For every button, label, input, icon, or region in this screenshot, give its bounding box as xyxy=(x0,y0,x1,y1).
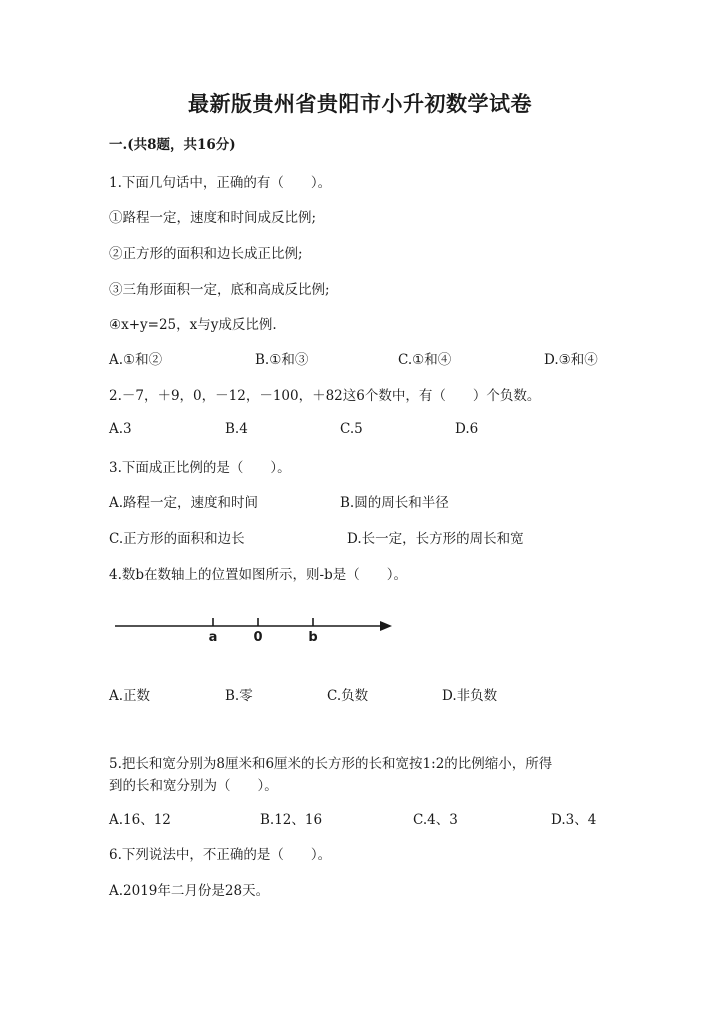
q4-option-d[interactable]: D.非负数 xyxy=(442,688,498,704)
q4-option-c[interactable]: C.负数 xyxy=(327,688,369,704)
page-title: 最新版贵州省贵阳市小升初数学试卷 xyxy=(188,91,532,116)
q4-stem: 4.数b在数轴上的位置如图所示，则-b是（ ）。 xyxy=(109,567,407,583)
q5-option-b[interactable]: B.12、16 xyxy=(260,812,323,828)
q4-option-b[interactable]: B.零 xyxy=(225,688,253,704)
q4-option-a[interactable]: A.正数 xyxy=(109,688,151,704)
q5-stem-line-2: 到的长和宽分别为（ ）。 xyxy=(109,778,278,794)
section-heading: 一.(共8题，共16分) xyxy=(109,137,236,153)
q6-stem: 6.下列说法中，不正确的是（ ）。 xyxy=(109,847,332,863)
q3-stem: 3.下面成正比例的是（ ）。 xyxy=(109,460,291,476)
axis-label-zero: 0 xyxy=(253,630,263,645)
q1-option-c[interactable]: C.①和④ xyxy=(398,352,452,368)
q1-stem: 1.下面几句话中，正确的有（ ）。 xyxy=(109,175,332,191)
q2-option-a[interactable]: A.3 xyxy=(109,421,132,437)
q5-option-c[interactable]: C.4、3 xyxy=(413,812,458,828)
q1-item-3: ③三角形面积一定，底和高成反比例; xyxy=(109,282,330,298)
axis-label-b: b xyxy=(308,630,318,645)
q1-item-4: ④x+y=25，x与y成反比例. xyxy=(109,317,277,333)
q3-option-c[interactable]: C.正方形的面积和边长 xyxy=(109,531,245,547)
axis-label-a: a xyxy=(208,630,218,645)
q1-option-a[interactable]: A.①和② xyxy=(109,352,163,368)
q5-option-d[interactable]: D.3、4 xyxy=(551,812,597,828)
q1-option-d[interactable]: D.③和④ xyxy=(544,352,598,368)
q2-stem: 2.－7，＋9，0，－12，－100，＋82这6个数中，有（ ）个负数。 xyxy=(109,388,541,404)
q2-option-d[interactable]: D.6 xyxy=(455,421,479,437)
q2-option-c[interactable]: C.5 xyxy=(340,421,363,437)
q1-item-2: ②正方形的面积和边长成正比例; xyxy=(109,246,303,262)
q1-item-1: ①路程一定，速度和时间成反比例; xyxy=(109,210,317,226)
q1-option-b[interactable]: B.①和③ xyxy=(255,352,309,368)
q3-option-a[interactable]: A.路程一定，速度和时间 xyxy=(109,495,259,511)
number-line-figure xyxy=(112,612,402,648)
q5-stem-line-1: 5.把长和宽分别为8厘米和6厘米的长方形的长和宽按1:2的比例缩小，所得 xyxy=(109,756,553,772)
q6-option-a[interactable]: A.2019年二月份是28天。 xyxy=(109,883,270,899)
q3-option-d[interactable]: D.长一定，长方形的周长和宽 xyxy=(347,531,524,547)
q5-option-a[interactable]: A.16、12 xyxy=(109,812,171,828)
number-line-arrow xyxy=(380,621,392,631)
q2-option-b[interactable]: B.4 xyxy=(225,421,248,437)
q3-option-b[interactable]: B.圆的周长和半径 xyxy=(340,495,449,511)
